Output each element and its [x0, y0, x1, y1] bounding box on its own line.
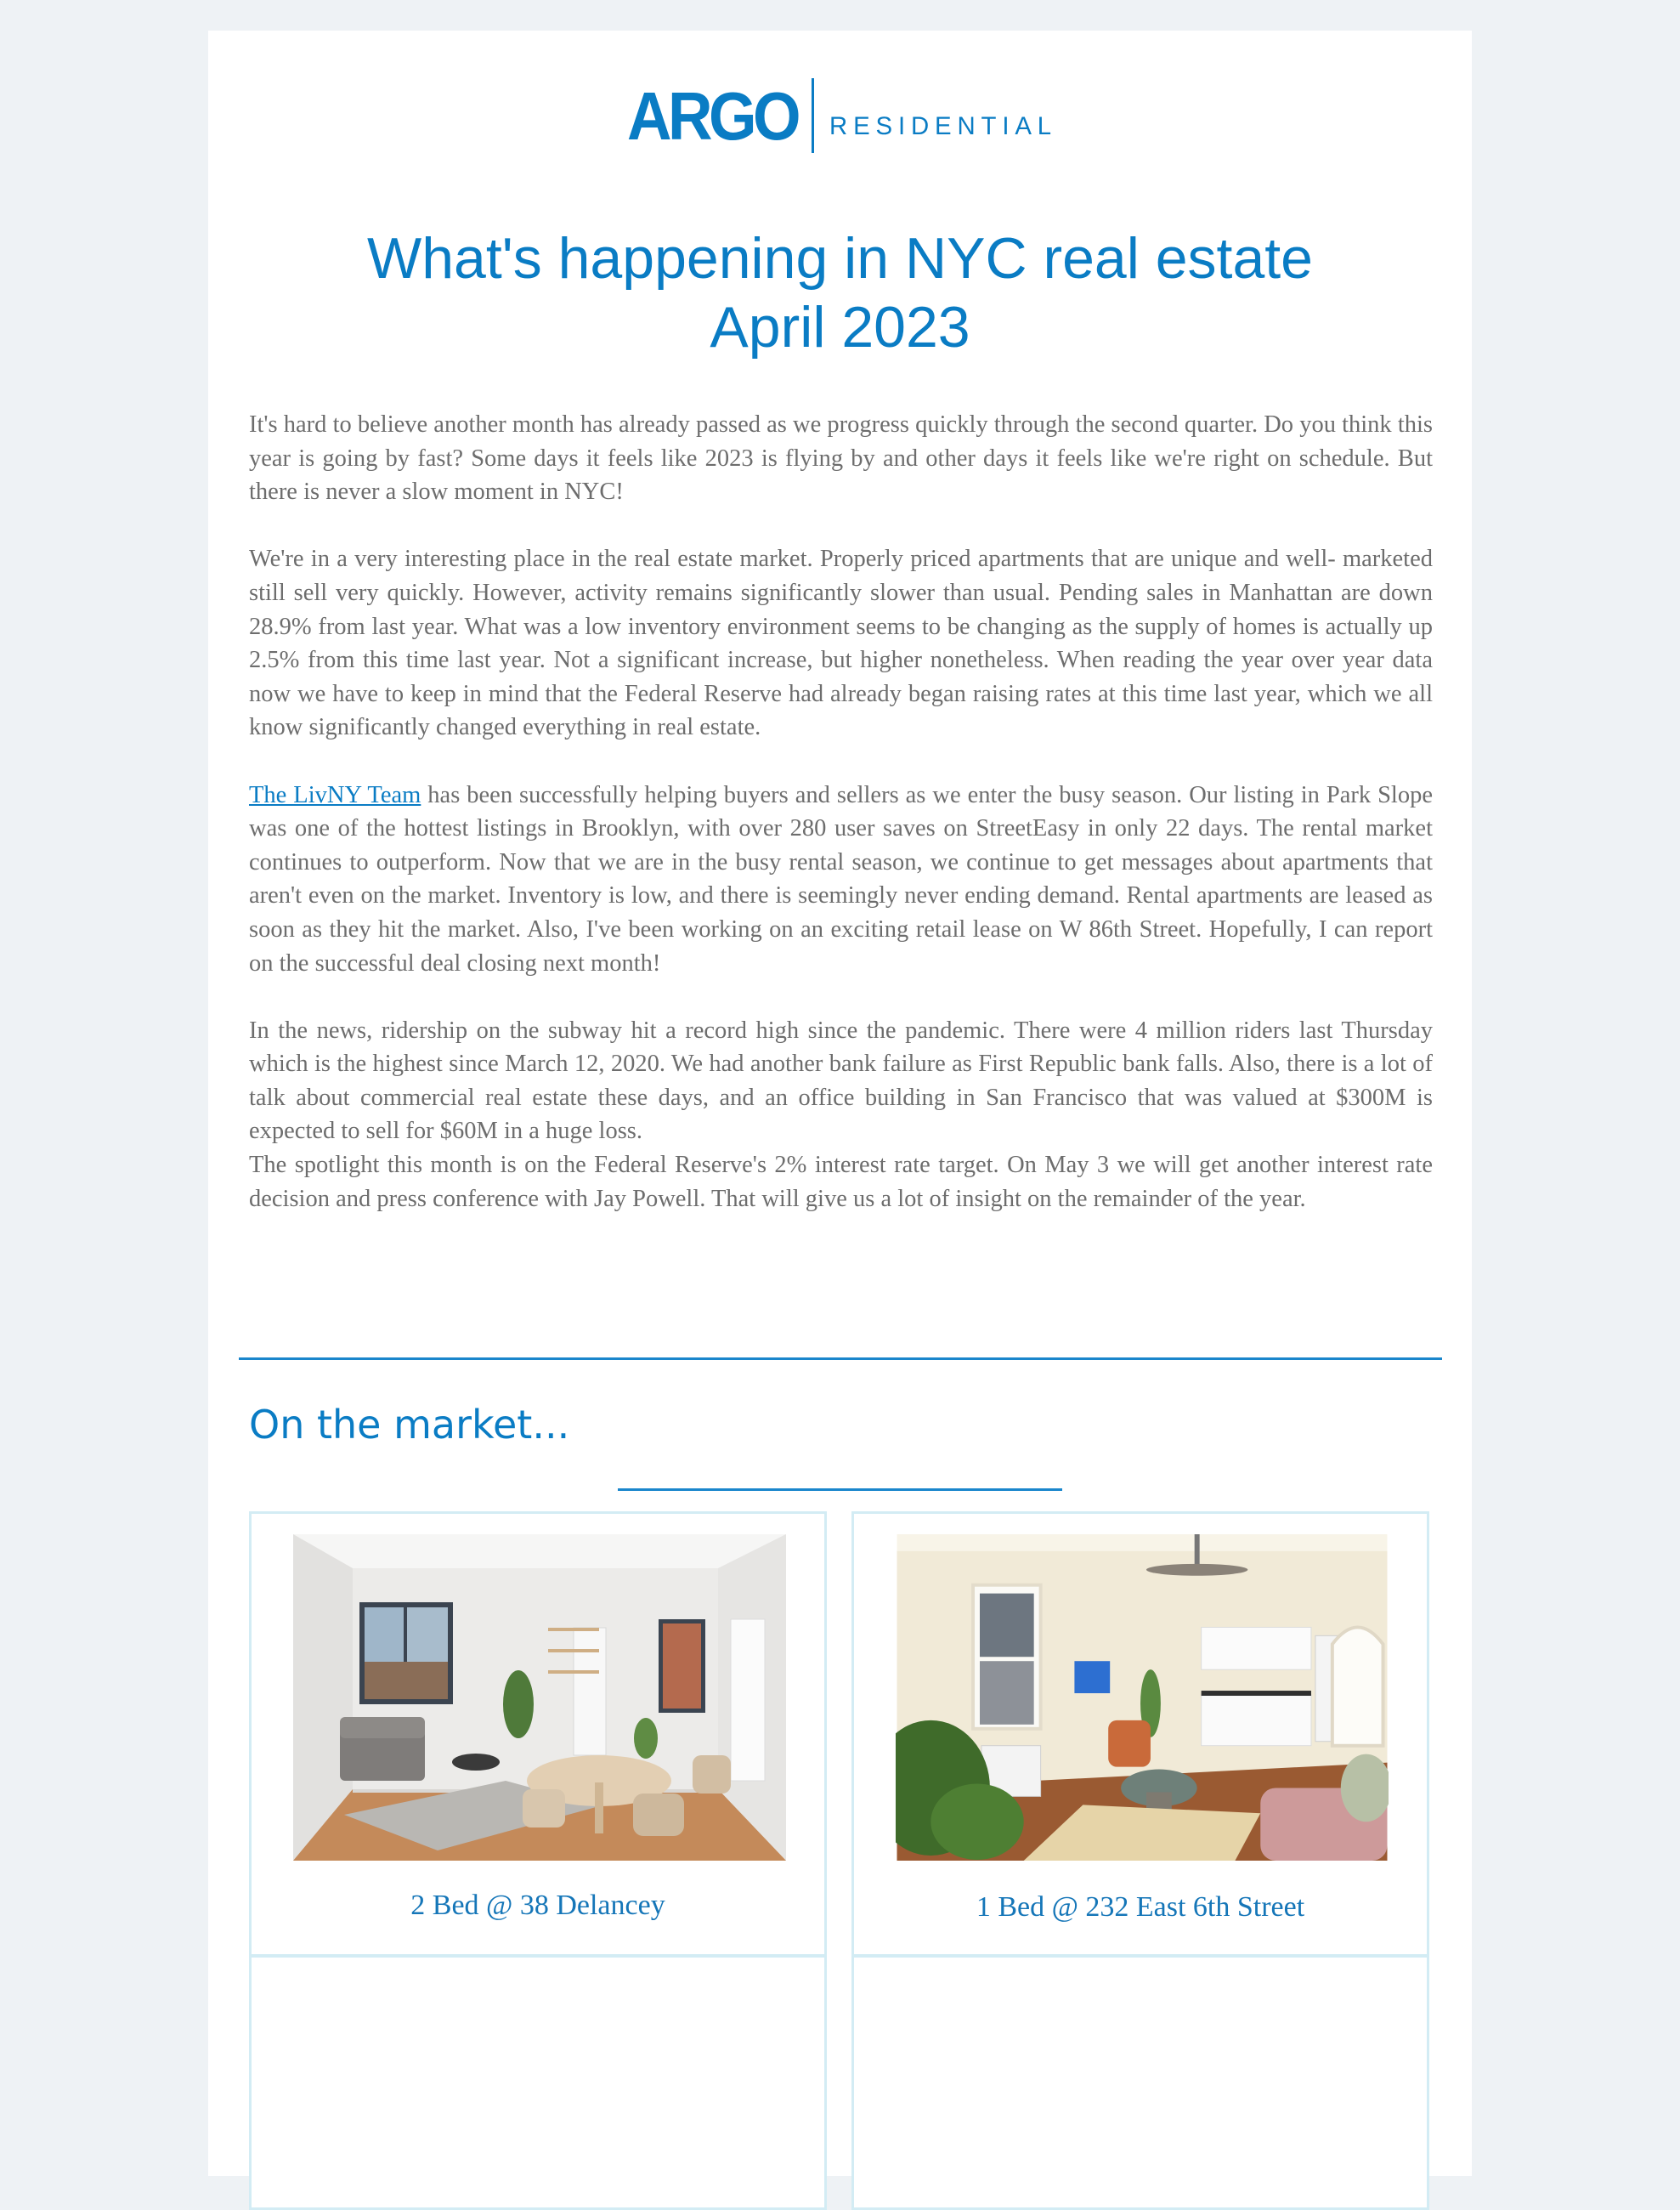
listing-card-delancey[interactable] [249, 1511, 827, 1957]
listing-card-placeholder-2 [851, 1955, 1429, 2210]
apartment-studio-kitchen-photo[interactable] [896, 1534, 1389, 1861]
headline-line-1: What's happening in NYC real estate [367, 226, 1313, 291]
paragraph-spotlight: The spotlight this month is on the Federal Reserve's 2% interest rate target. On May 3 we will get another interest rate decision and press conference with Jay Powell. That will give us a lot of insight on the remainder of the year. [249, 1152, 1433, 1212]
newsletter-card [208, 31, 1472, 2176]
listing-card-placeholder-1 [249, 1955, 827, 2210]
livny-team-link[interactable]: The LivNY Team [249, 781, 421, 808]
newsletter-body [249, 408, 1433, 1216]
logo-word: ARGO [627, 78, 799, 154]
listing-caption[interactable]: 1 Bed @ 232 East 6th Street [976, 1891, 1305, 1923]
paragraph-team-text: has been successfully helping buyers and sellers as we enter the busy season. Our listing in Park Slope was one of the hottest listings in Brooklyn, with over 280 user saves on StreetEasy in only 22 days. The rental market continues to outperform. Now that we are in the busy rental season, we continue to get messages about apartments that aren't even on the market. Inventory is low, and there is seemingly never ending demand. Rental apartments are leased as soon as they hit the market. Also, I've been working on an exciting retail lease on W 86th Street. Hopefully, I can report on the successful deal closing next month! [249, 781, 1434, 977]
logo-divider [812, 78, 814, 153]
paragraph-news: In the news, ridership on the subway hit a record high since the pandemic. There were 4 million riders last Thursday which is the highest since March 12, 2020. We had another bank failure as First Republic bank falls. Also, there is a lot of talk about commercial real estate these days, and an office building in San Francisco that was valued at $300M is expected to sell for $60M in a huge loss. [249, 1017, 1433, 1145]
on-the-market-title: On the market... [249, 1402, 570, 1448]
paragraph-market: We're in a very interesting place in the real estate market. Properly priced apartments that are unique and well- marketed still sell very quickly. However, activity remains significantly slower than usual. Pending sales in Manhattan are down 28.9% from last year. What was a low inventory environment seems to be changing as the supply of homes is actually up 2.5% from this time last year. Not a significant increase, but higher nonetheless. When reading the year over year data now we have to keep in mind that the Federal Reserve had already began raising rates at this time last year, which we all know significantly changed everything in real estate. [249, 546, 1433, 741]
headline-line-2: April 2023 [710, 295, 970, 360]
apartment-living-dining-photo[interactable] [293, 1534, 786, 1861]
listing-caption[interactable]: 2 Bed @ 38 Delancey [410, 1890, 665, 1921]
title-underline [618, 1488, 1062, 1491]
section-divider [239, 1357, 1442, 1360]
paragraph-intro: It's hard to believe another month has already passed as we progress quickly through the second quarter. Do you think this year is going by fast? Some days it feels like 2023 is flying by and other days it feels like we're right on schedule. But there is never a slow moment in NYC! [249, 411, 1433, 506]
paragraph-team [249, 779, 1433, 981]
logo-subtitle: RESIDENTIAL [829, 112, 1057, 140]
listing-card-east-6th[interactable] [851, 1511, 1429, 1957]
argo-residential-logo[interactable] [627, 75, 1061, 156]
newsletter-headline [208, 224, 1472, 362]
